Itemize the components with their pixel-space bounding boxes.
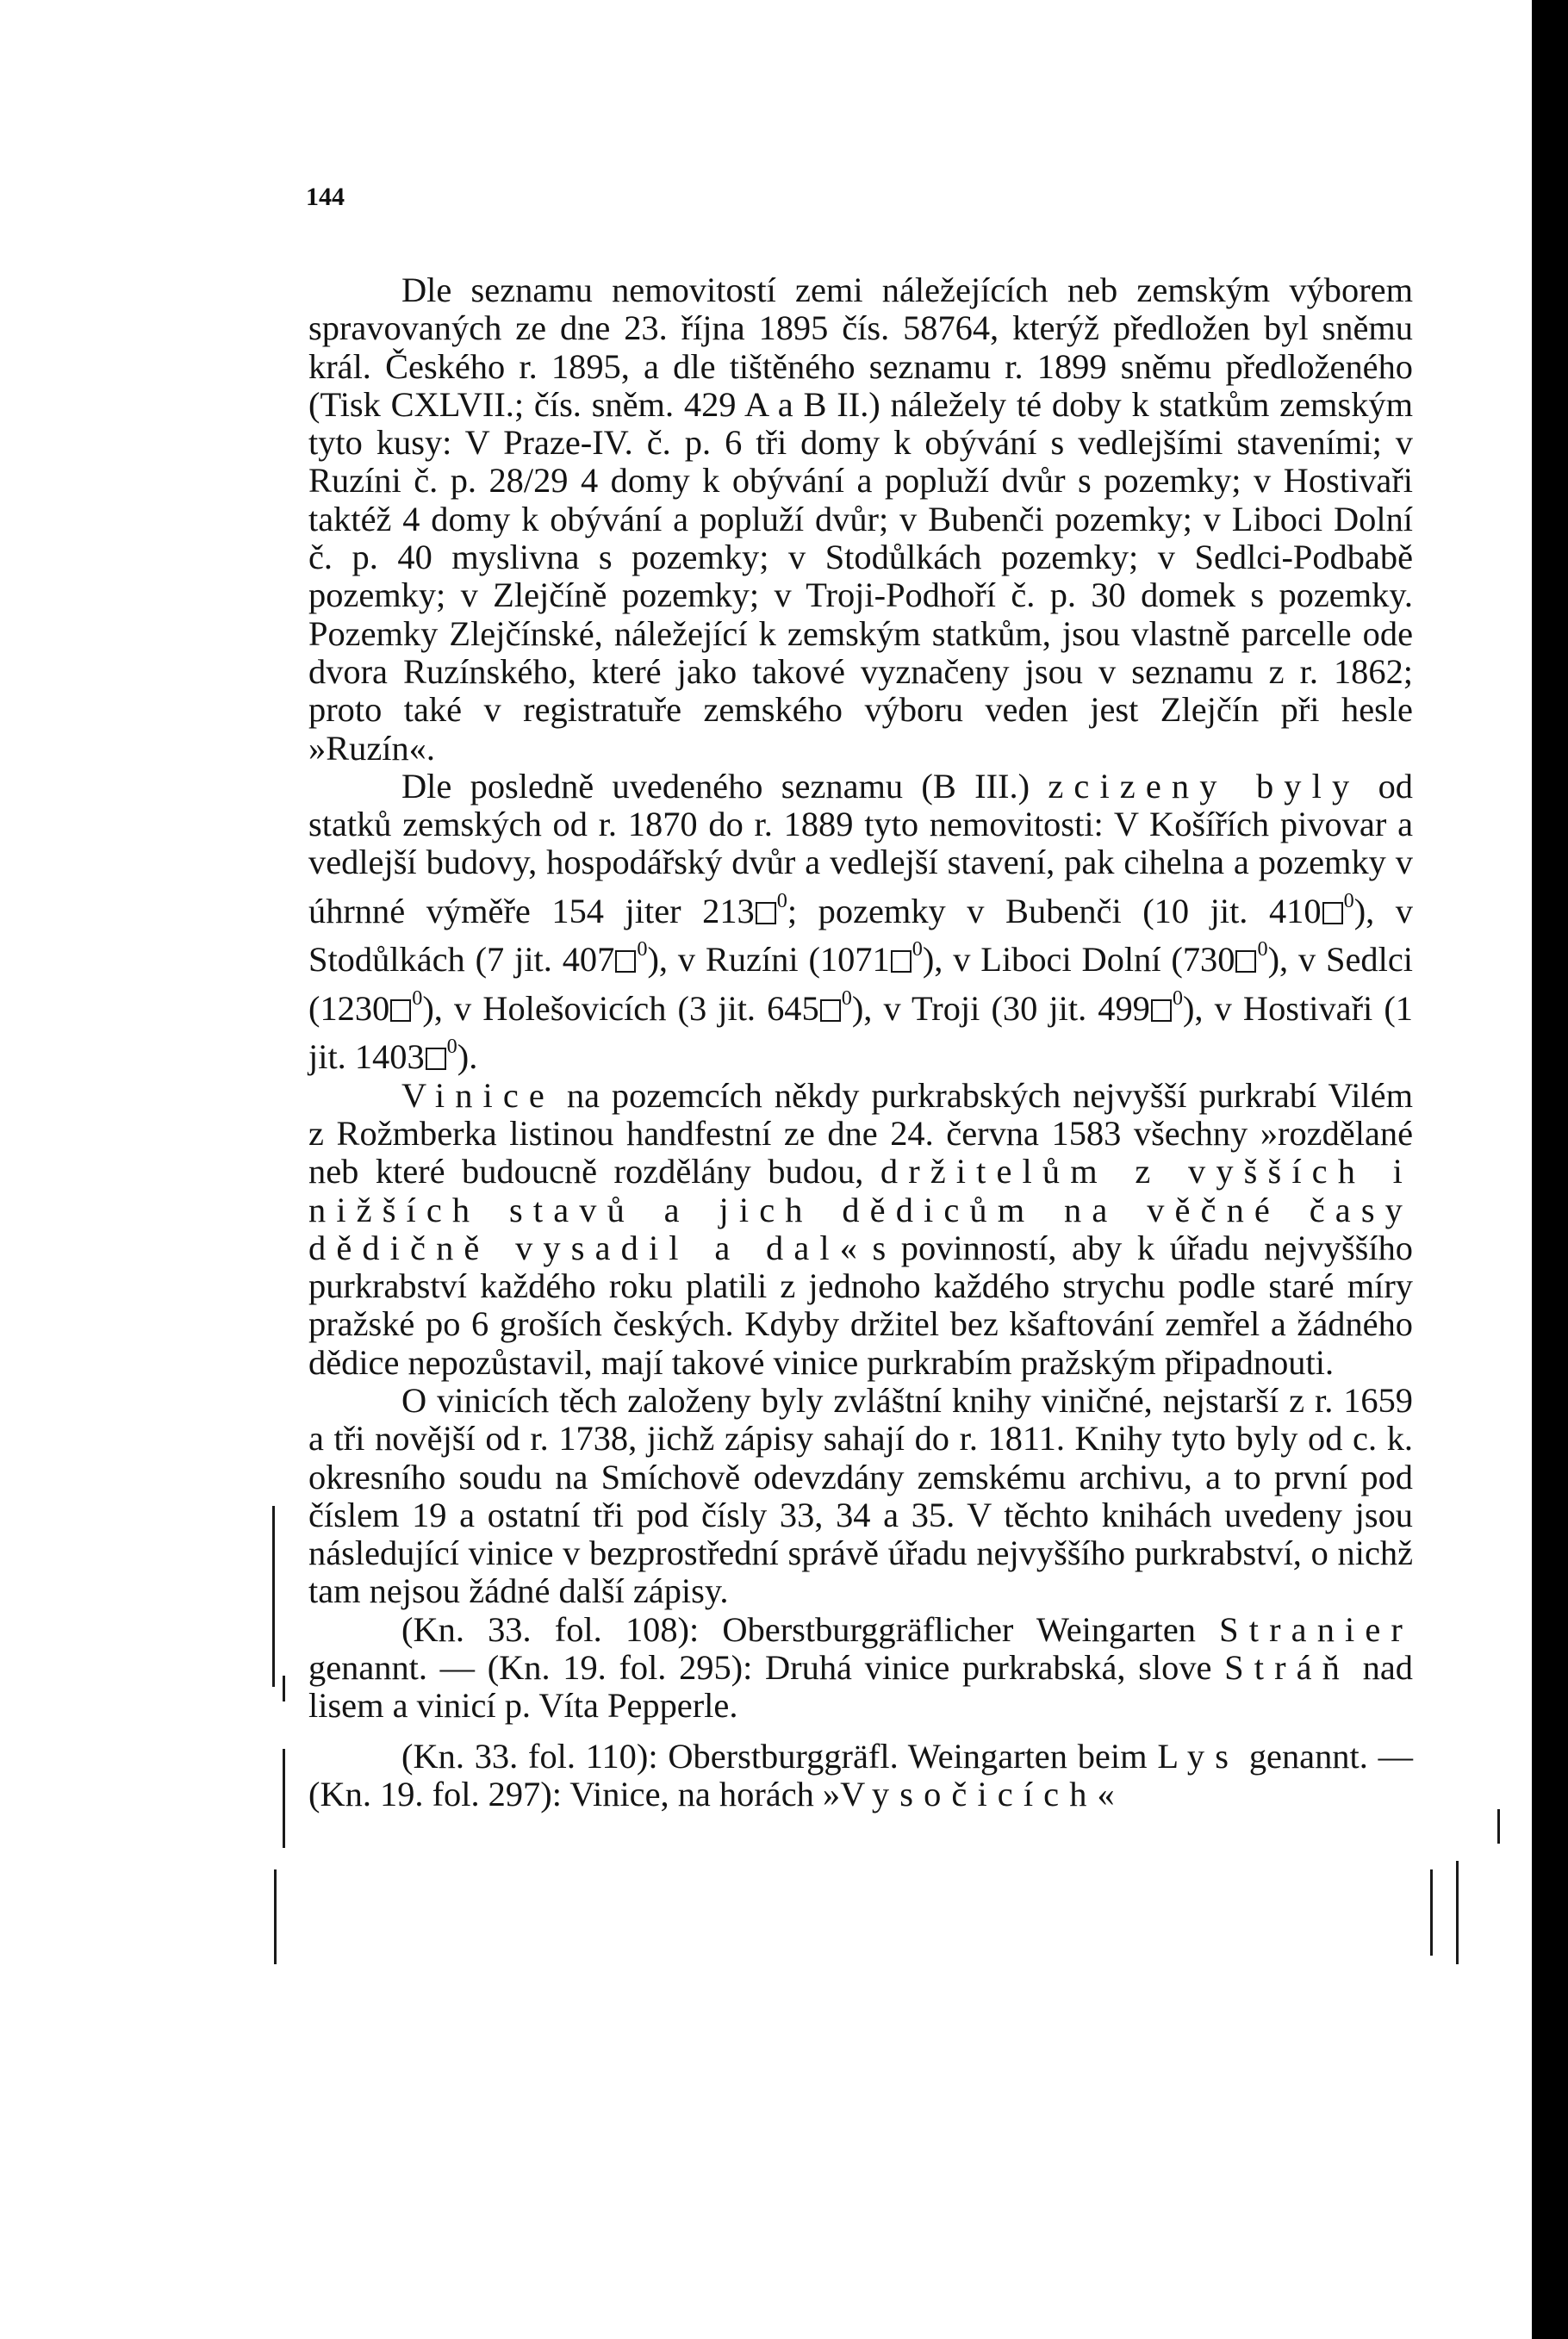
paragraph-alienated-properties: Dle posledně uvedeného seznamu (B III.) zcizeny byly od statků zemských od r. 1870 do r. 1889 tyto nemovitosti: V Košířích pivovar a vedlejší budovy, hospodářský dvůr a vedlejší stavení, pak cihelna a pozemky v úhrnné výměře 154 jiter 213 $^0$; pozemky v Bubenči (10 jit. 410 $^0$), v Stodůlkách (7 jit. 407 $^0$), v Ruzíni (1071 $^0$), v Liboci Dolní (730 $^0$), v Sedlci (1230 $^0$), v Holešovicích (3 jit. 645 $^0$), v Troji (30 jit. 499 $^0$), v Hostivaři (1 jit. 1403 $^0$). bbox=[308, 766, 1413, 1077]
margin-mark bbox=[272, 1506, 275, 1687]
square-unit-icon bbox=[426, 1048, 446, 1070]
paragraph-estate-list: Dle seznamu nemovitostí zemi náležejících neb zemským výborem spravovaných ze dne 23. října 1895 čís. 58764, kterýž předložen byl sněmu král. Českého r. 1895, a dle tištěného seznamu r. 1899 sněmu předloženého (Tisk CXLVII.; čís. sněm. 429 A a B II.) náležely té doby k statkům zemským tyto kusy: V Praze-IV. č. p. 6 tři domy k obývání s vedlejšími staveními; v Ruzíni č. p. 28/29 4 domy k obývání a popluží dvůr s pozemky; v Hostivaři taktéž 4 domy k obývání a popluží dvůr; v Bubenči pozemky; v Liboci Dolní č. p. 40 myslivna s pozemky; v Stodůlkách pozemky; v Sedlci-Podbabě pozemky; v Zlejčíně pozemky; v Troji-Podhoří č. p. 30 domek s pozemky. Pozemky Zlejčínské, náležející k zemským statkům, jsou vlastně parcelle ode dvora Ruzínského, které jako takové vyznačeny jsou v seznamu z r. 1862; proto také v registratuře zemského výboru veden jest Zlejčín při hesle »Ruzín«. bbox=[308, 271, 1413, 768]
paragraph-entry-lys: (Kn. 33. fol. 110): Oberstburggräfl. Weingarten beim Lys genannt. — (Kn. 19. fol. 297): Vinice, na horách »Vysočicích« bbox=[308, 1736, 1413, 1813]
square-unit-icon bbox=[615, 950, 636, 973]
paragraph-vineyard-books: O vinicích těch založeny byly zvláštní knihy viničné, nejstarší z r. 1659 a tři novější od r. 1738, jichž zápisy sahají do r. 1811. Knihy tyto byly od c. k. okresního soudu na Smíchově odevzdány zemskému archivu, a to první pod číslem 19 a ostatní tři pod čísly 33, 34 a 35. V těchto knihách uvedeny jsou následující vinice v bezprostřední správě úřadu nejvyššího purkrabství, o nichž tam nejsou žádné další zápisy. bbox=[308, 1381, 1413, 1611]
square-unit-icon bbox=[390, 999, 411, 1022]
margin-mark bbox=[1456, 1861, 1459, 1964]
square-unit-icon bbox=[891, 950, 912, 973]
margin-mark bbox=[283, 1749, 285, 1848]
square-unit-icon bbox=[820, 999, 841, 1022]
body-text bbox=[308, 271, 1413, 1813]
square-unit-icon bbox=[1151, 999, 1172, 1022]
margin-mark bbox=[1430, 1869, 1433, 1956]
square-unit-icon bbox=[1322, 902, 1343, 924]
page-edge-border bbox=[1532, 0, 1568, 2339]
margin-mark bbox=[274, 1869, 277, 1964]
square-unit-icon bbox=[756, 902, 776, 924]
page-number: 144 bbox=[306, 183, 345, 211]
margin-mark bbox=[283, 1676, 285, 1701]
paragraph-vineyards: Vinice na pozemcích někdy purkrabských nejvyšší purkrabí Vilém z Rožmberka listinou handfestní ze dne 24. června 1583 všechny »rozdělané neb které budoucně rozdělány budou, držitelům z vyšších i nižších stavů a jich dědicům na věčné časy dědičně vysadil a dal« s povinností, aby k úřadu nejvyššího purkrabství každého roku platili z jednoho každého strychu podle staré míry pražské po 6 groších českých. Kdyby držitel bez kšaftování zemřel a žádného dědice nepozůstavil, mají takové vinice purkrabím pražským připadnouti. bbox=[308, 1075, 1413, 1382]
square-unit-icon bbox=[1235, 950, 1256, 973]
paragraph-entry-stranier: (Kn. 33. fol. 108): Oberstburggräflicher Weingarten Stranier genannt. — (Kn. 19. fol. 295): Druhá vinice purkrabská, slove Stráň nad lisem a vinicí p. Víta Pepperle. bbox=[308, 1609, 1413, 1726]
margin-mark bbox=[1497, 1809, 1500, 1844]
